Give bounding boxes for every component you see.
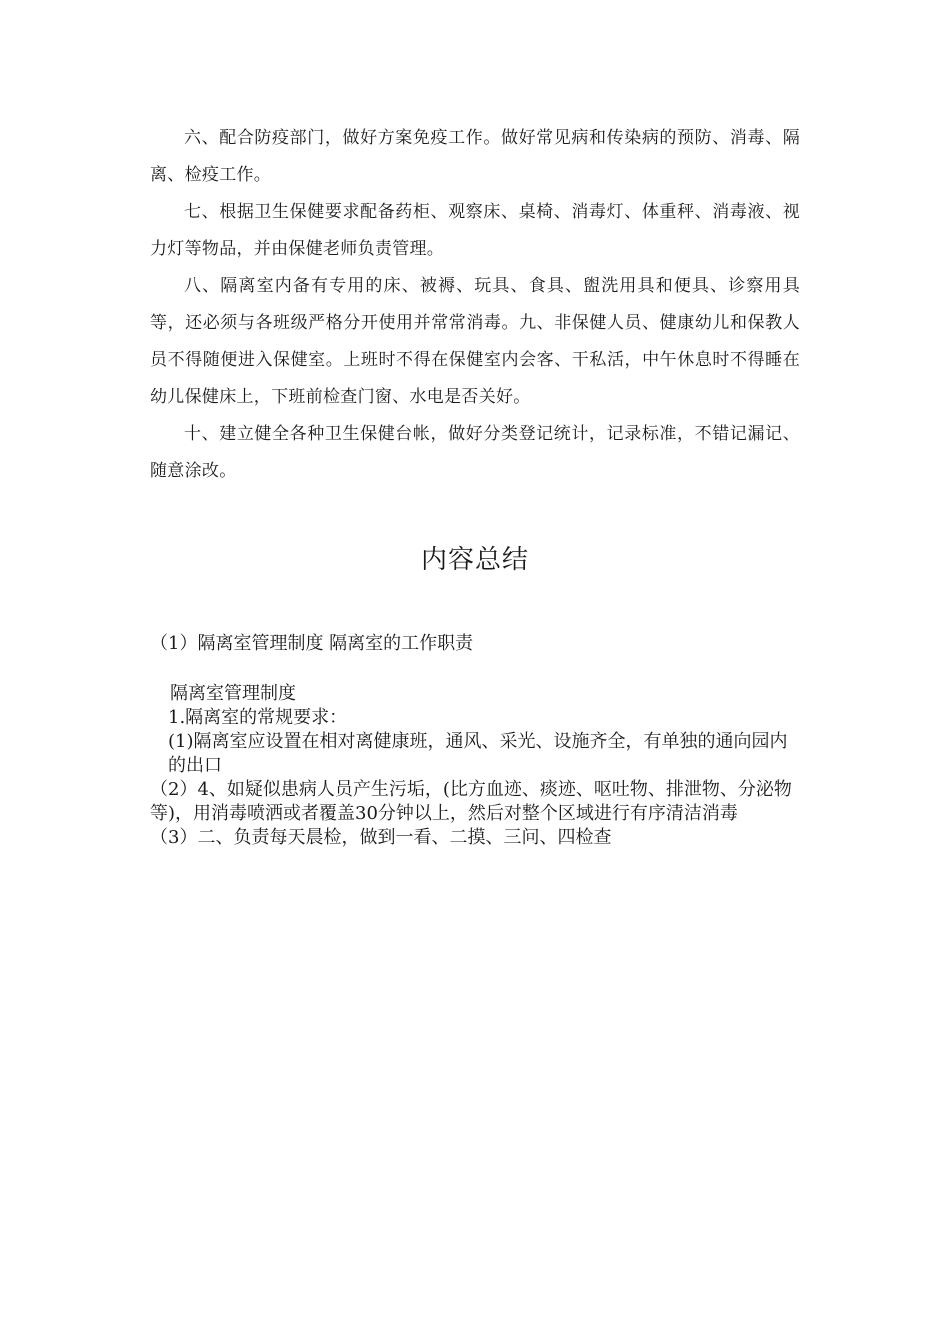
paragraph-eight-nine: 八、隔离室内备有专用的床、被褥、玩具、食具、盥洗用具和便具、诊察用具等，还必须与各班级严格分开使用并常常消毒。九、非保健人员、健康幼儿和保教人员不得随便进入保健室。上班时不得在保健室内会客、干私活，中午休息时不得睡在幼儿保健床上，下班前检查门窗、水电是否关好。 (150, 276, 800, 407)
summary-sub-item-2: (1)隔离室应设置在相对离健康班，通风、采光、设施齐全，有单独的通向园内的出口 (168, 731, 788, 776)
summary-item-3: （3）二、负责每天晨检，做到一看、二摸、三问、四检查 (150, 827, 612, 848)
summary-sub-heading: 隔离室管理制度 (170, 683, 296, 704)
summary-item-1: （1）隔离室管理制度 隔离室的工作职责 (150, 633, 474, 654)
summary-item-2: （2）4、如疑似患病人员产生污垢，(比方血迹、痰迹、呕吐物、排泄物、分泌物等)，用消毒喷洒或者覆盖30分钟以上，然后对整个区域进行有序清洁消毒 (150, 779, 792, 824)
paragraph-seven: 七、根据卫生保健要求配备药柜、观察床、桌椅、消毒灯、体重秤、消毒液、视力灯等物品，并由保健老师负责管理。 (150, 202, 800, 259)
paragraph-ten: 十、建立健全各种卫生保健台帐，做好分类登记统计，记录标准，不错记漏记、随意涂改。 (150, 424, 800, 481)
summary-sub-item-1: 1.隔离室的常规要求： (168, 707, 348, 728)
paragraph-six: 六、配合防疫部门，做好方案免疫工作。做好常见病和传染病的预防、消毒、隔离、检疫工作。 (150, 128, 800, 185)
summary-title: 内容总结 (420, 545, 529, 575)
summary-section (150, 632, 800, 850)
body-text (150, 120, 800, 490)
